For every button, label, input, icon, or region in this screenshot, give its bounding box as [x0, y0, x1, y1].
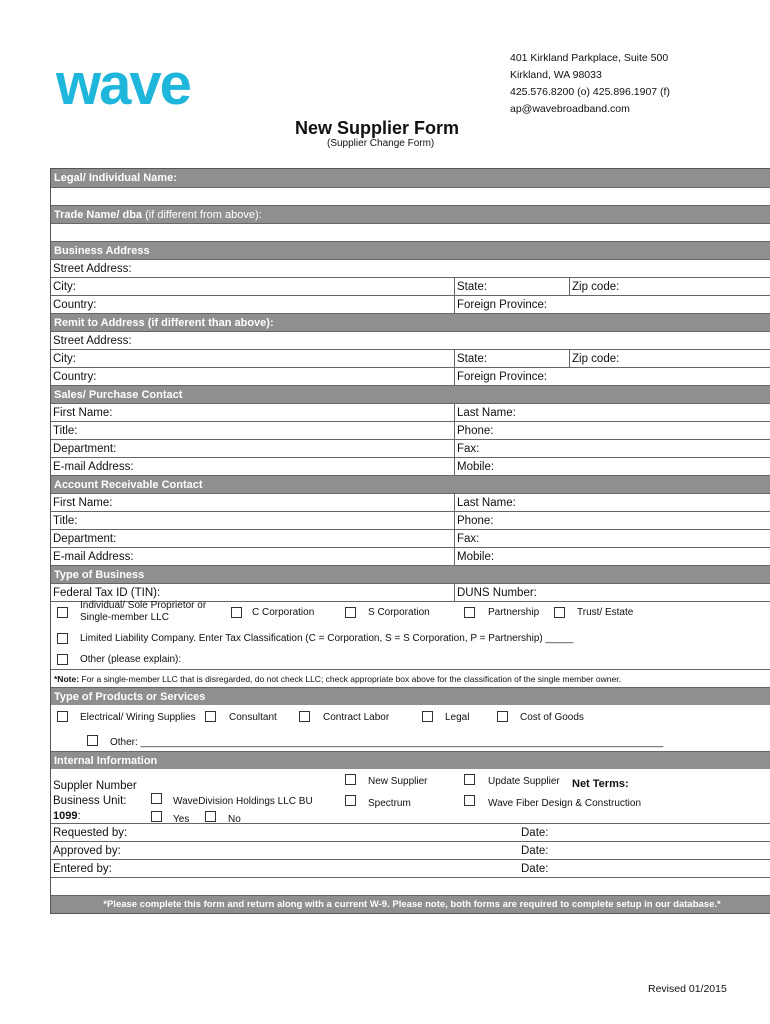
sales-phone[interactable]: Phone: [454, 422, 493, 439]
footer-note: *Please complete this form and return along with a current W-9. Please note, both forms are required to complete setup in our database.* [51, 895, 770, 913]
other-business-label: Other (please explain): [80, 654, 182, 665]
form-subtitle: (Supplier Change Form) [327, 138, 435, 149]
entered-by[interactable]: Entered by: [53, 863, 112, 875]
province-field[interactable]: Foreign Province: [454, 296, 547, 313]
other-business-checkbox[interactable] [57, 654, 68, 665]
trade-name-field[interactable] [51, 223, 770, 241]
country-field[interactable]: Country: [53, 299, 97, 311]
llc-checkbox[interactable] [57, 633, 68, 644]
sales-department[interactable]: Department: [53, 443, 117, 455]
ar-contact-header: Account Receivable Contact [51, 475, 770, 493]
wave-division-label: WaveDivision Holdings LLC BU [173, 796, 313, 807]
requested-date[interactable]: Date: [521, 827, 549, 839]
remit-city-field[interactable]: City: [53, 353, 76, 365]
electrical-label: Electrical/ Wiring Supplies [80, 712, 196, 723]
1099-no-label: No [228, 814, 241, 825]
sales-last-name[interactable]: Last Name: [454, 404, 516, 421]
spectrum-checkbox[interactable] [345, 795, 356, 806]
ar-title-row[interactable] [51, 511, 770, 529]
sales-mobile[interactable]: Mobile: [454, 458, 494, 475]
city-field[interactable]: City: [53, 281, 76, 293]
country-province-row[interactable] [51, 295, 770, 313]
sales-dept-row[interactable] [51, 439, 770, 457]
ar-first-name[interactable]: First Name: [53, 497, 113, 509]
ar-phone[interactable]: Phone: [454, 512, 493, 529]
company-address [510, 50, 670, 118]
logo-text: wave [56, 60, 190, 112]
consultant-label: Consultant [229, 712, 277, 723]
zip-field[interactable]: Zip code: [569, 278, 619, 295]
wave-division-checkbox[interactable] [151, 793, 162, 804]
business-type-header: Type of Business [51, 565, 770, 583]
entered-date[interactable]: Date: [521, 863, 549, 875]
city-state-zip-row[interactable] [51, 277, 770, 295]
requested-by[interactable]: Requested by: [53, 827, 128, 839]
tin-row[interactable] [51, 583, 770, 601]
trust-label: Trust/ Estate [577, 607, 634, 618]
sole-proprietor-label: Individual/ Sole Proprietor or Single-member LLC [80, 600, 207, 623]
ar-title[interactable]: Title: [53, 515, 78, 527]
wave-logo [56, 60, 256, 112]
1099-yes-checkbox[interactable] [151, 811, 162, 822]
llc-note: *Note: For a single-member LLC that is disregarded, do not check LLC; check appropriate box above for the classification of the single member owner. [51, 669, 770, 687]
s-corp-label: S Corporation [368, 607, 430, 618]
sales-fax[interactable]: Fax: [454, 440, 479, 457]
tin-field[interactable]: Federal Tax ID (TIN): [53, 587, 161, 599]
sales-email-row[interactable] [51, 457, 770, 475]
contract-labor-label: Contract Labor [323, 712, 390, 723]
remit-city-state-zip-row[interactable] [51, 349, 770, 367]
1099-yes-label: Yes [173, 814, 190, 825]
street-address-field[interactable]: Street Address: [51, 259, 770, 277]
supplier-number-label: Suppler Number [53, 780, 137, 792]
cogs-label: Cost of Goods [520, 712, 584, 723]
products-row [51, 705, 770, 731]
remit-country-field[interactable]: Country: [53, 371, 97, 383]
1099-no-checkbox[interactable] [205, 811, 216, 822]
other-business-row [51, 651, 770, 669]
new-supplier-label: New Supplier [368, 776, 428, 787]
ar-department[interactable]: Department: [53, 533, 117, 545]
llc-row [51, 629, 770, 651]
other-products-checkbox[interactable] [87, 735, 98, 746]
address-line: 425.576.8200 (o) 425.896.1907 (f) [510, 86, 670, 98]
ar-dept-row[interactable] [51, 529, 770, 547]
contract-labor-checkbox[interactable] [299, 711, 310, 722]
net-terms-label: Net Terms: [572, 778, 629, 790]
partnership-label: Partnership [488, 607, 540, 618]
remit-country-province-row[interactable] [51, 367, 770, 385]
remit-state-field[interactable]: State: [454, 350, 487, 367]
spectrum-label: Spectrum [368, 798, 411, 809]
remit-province-field[interactable]: Foreign Province: [454, 368, 547, 385]
requested-row[interactable] [51, 823, 770, 841]
update-supplier-checkbox[interactable] [464, 774, 475, 785]
state-field[interactable]: State: [454, 278, 487, 295]
sales-contact-header: Sales/ Purchase Contact [51, 385, 770, 403]
legal-name-header: Legal/ Individual Name: [51, 169, 770, 187]
wave-fiber-checkbox[interactable] [464, 795, 475, 806]
remit-address-header: Remit to Address (if different than above): [51, 313, 770, 331]
ar-mobile[interactable]: Mobile: [454, 548, 494, 565]
form-title: New Supplier Form [295, 118, 460, 138]
entered-row[interactable] [51, 859, 770, 877]
address-line: 401 Kirkland Parkplace, Suite 500 [510, 52, 669, 64]
wave-fiber-label: Wave Fiber Design & Construction [488, 798, 642, 809]
remit-zip-field[interactable]: Zip code: [569, 350, 619, 367]
sole-proprietor-checkbox[interactable] [57, 607, 68, 618]
duns-field[interactable]: DUNS Number: [454, 584, 537, 601]
other-products-label[interactable]: Other: ______________________________________________________________________________________________ [110, 737, 664, 748]
sales-title-row[interactable] [51, 421, 770, 439]
consultant-checkbox[interactable] [205, 711, 216, 722]
cogs-checkbox[interactable] [497, 711, 508, 722]
c-corp-checkbox[interactable] [231, 607, 242, 618]
address-line: Kirkland, WA 98033 [510, 69, 602, 81]
sales-name-row[interactable] [51, 403, 770, 421]
update-supplier-label: Update Supplier [488, 776, 560, 787]
c-corp-label: C Corporation [252, 607, 315, 618]
s-corp-checkbox[interactable] [345, 607, 356, 618]
revised-date: Revised 01/2015 [648, 983, 727, 995]
entity-type-row [51, 601, 770, 629]
business-address-header: Business Address [51, 241, 770, 259]
electrical-checkbox[interactable] [57, 711, 68, 722]
sales-email[interactable]: E-mail Address: [53, 461, 134, 473]
approved-date[interactable]: Date: [521, 845, 549, 857]
trade-name-header: Trade Name/ dba (if different from above): [51, 205, 770, 223]
partnership-checkbox[interactable] [464, 607, 475, 618]
ar-name-row[interactable] [51, 493, 770, 511]
other-products-row [51, 731, 770, 751]
legal-checkbox[interactable] [422, 711, 433, 722]
sales-title[interactable]: Title: [53, 425, 78, 437]
llc-label: Limited Liability Company. Enter Tax Classification (C = Corporation, S = S Corporation, P = Partnership) _____ [80, 633, 574, 644]
business-unit-label: Business Unit: [53, 795, 127, 807]
legal-name-field[interactable] [51, 187, 770, 205]
internal-block [51, 769, 770, 823]
address-line: ap@wavebroadband.com [510, 103, 630, 115]
sales-first-name[interactable]: First Name: [53, 407, 113, 419]
t1099-label: 1099: [53, 810, 81, 822]
blank-row [51, 877, 770, 895]
legal-label: Legal [445, 712, 470, 723]
approved-by[interactable]: Approved by: [53, 845, 121, 857]
approved-row[interactable] [51, 841, 770, 859]
products-header: Type of Products or Services [51, 687, 770, 705]
trust-checkbox[interactable] [554, 607, 565, 618]
supplier-form [50, 168, 770, 914]
remit-street-field[interactable]: Street Address: [51, 331, 770, 349]
ar-fax[interactable]: Fax: [454, 530, 479, 547]
ar-email[interactable]: E-mail Address: [53, 551, 134, 563]
internal-header: Internal Information [51, 751, 770, 769]
new-supplier-checkbox[interactable] [345, 774, 356, 785]
ar-email-row[interactable] [51, 547, 770, 565]
ar-last-name[interactable]: Last Name: [454, 494, 516, 511]
